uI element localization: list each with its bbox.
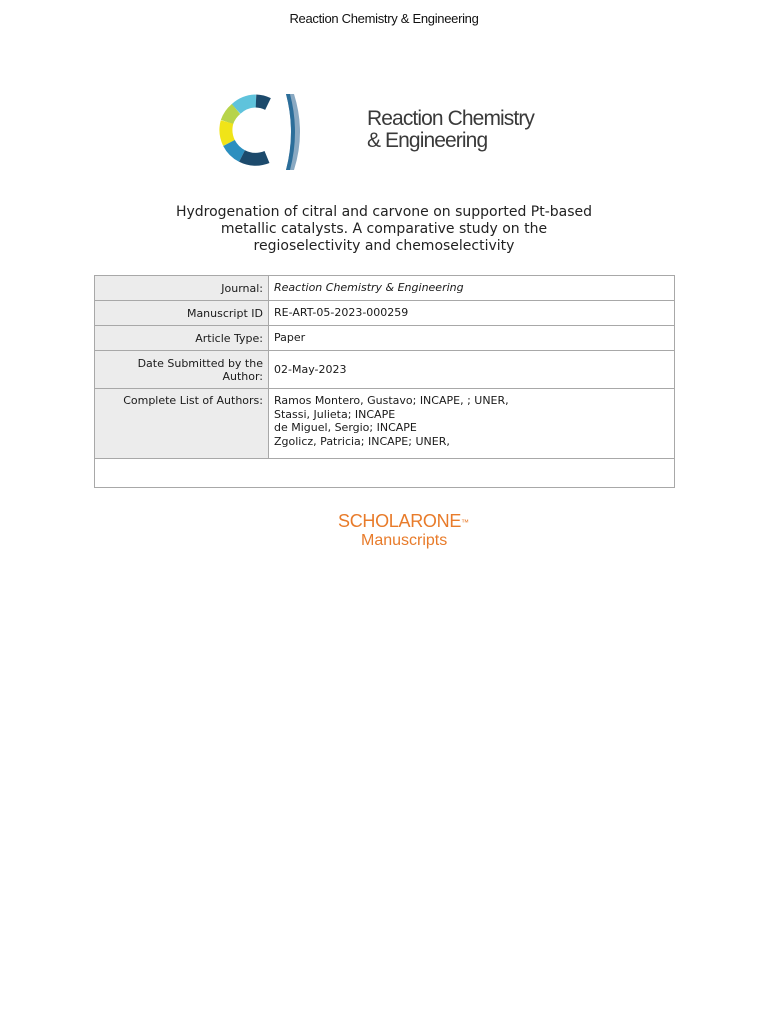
table-row-manuscript-id <box>95 301 675 326</box>
article-type-value: Paper <box>269 326 675 351</box>
date-submitted-label <box>95 351 269 389</box>
paper-title <box>134 204 634 255</box>
logo-arc-left-green <box>227 109 236 122</box>
trademark-symbol: ™ <box>461 518 469 527</box>
journal-label: Journal: <box>95 276 269 301</box>
scholarone-brand-part1: SCHOLAR <box>338 511 423 531</box>
journal-logo-icon <box>210 92 306 172</box>
manuscript-id-value: RE-ART-05-2023-000259 <box>269 301 675 326</box>
table-row-article-type <box>95 326 675 351</box>
authors-value <box>269 389 675 459</box>
scholarone-brand <box>338 510 469 532</box>
table-row-authors <box>95 389 675 459</box>
journal-logo-wordmark <box>367 108 534 152</box>
manuscript-id-label: Manuscript ID <box>95 301 269 326</box>
journal-logo-line2: & Engineering <box>367 129 488 152</box>
journal-value: Reaction Chemistry & Engineering <box>269 276 675 301</box>
logo-arc-top-dark <box>256 101 268 104</box>
article-type-label: Article Type: <box>95 326 269 351</box>
logo-arc-bottom-teal <box>229 143 242 156</box>
author-entry: Stassi, Julieta; INCAPE <box>274 407 396 421</box>
date-submitted-value: 02-May-2023 <box>269 351 675 389</box>
journal-logo-line1: Reaction Chemistry <box>367 107 535 130</box>
logo-arc-bottom-navy <box>242 156 267 159</box>
author-entry: Ramos Montero, Gustavo; INCAPE, ; UNER, <box>274 394 509 407</box>
logo-arc-top <box>236 101 256 109</box>
authors-label: Complete List of Authors: <box>95 389 269 459</box>
scholarone-subtitle: Manuscripts <box>361 532 448 549</box>
title-line-2: metallic catalysts. A comparative study on the <box>220 221 548 237</box>
manuscript-metadata-table <box>94 275 675 488</box>
title-line-1: Hydrogenation of citral and carvone on supported Pt-based <box>175 204 593 220</box>
empty-cell <box>95 459 675 488</box>
table-row-journal <box>95 276 675 301</box>
scholarone-logo <box>338 510 469 550</box>
date-label-line1: Date Submitted by the <box>137 356 263 370</box>
title-line-3: regioselectivity and chemoselectivity <box>253 238 515 254</box>
table-row-empty <box>95 459 675 488</box>
author-entry: de Miguel, Sergio; INCAPE <box>274 421 417 434</box>
table-row-date-submitted <box>95 351 675 389</box>
scholarone-brand-part2: ONE <box>422 511 462 531</box>
running-header: Reaction Chemistry & Engineering <box>289 11 479 26</box>
logo-arc-left-yellow <box>226 122 229 143</box>
author-entry: Zgolicz, Patricia; INCAPE; UNER, <box>274 434 450 448</box>
date-label-line2: Author: <box>222 369 263 383</box>
